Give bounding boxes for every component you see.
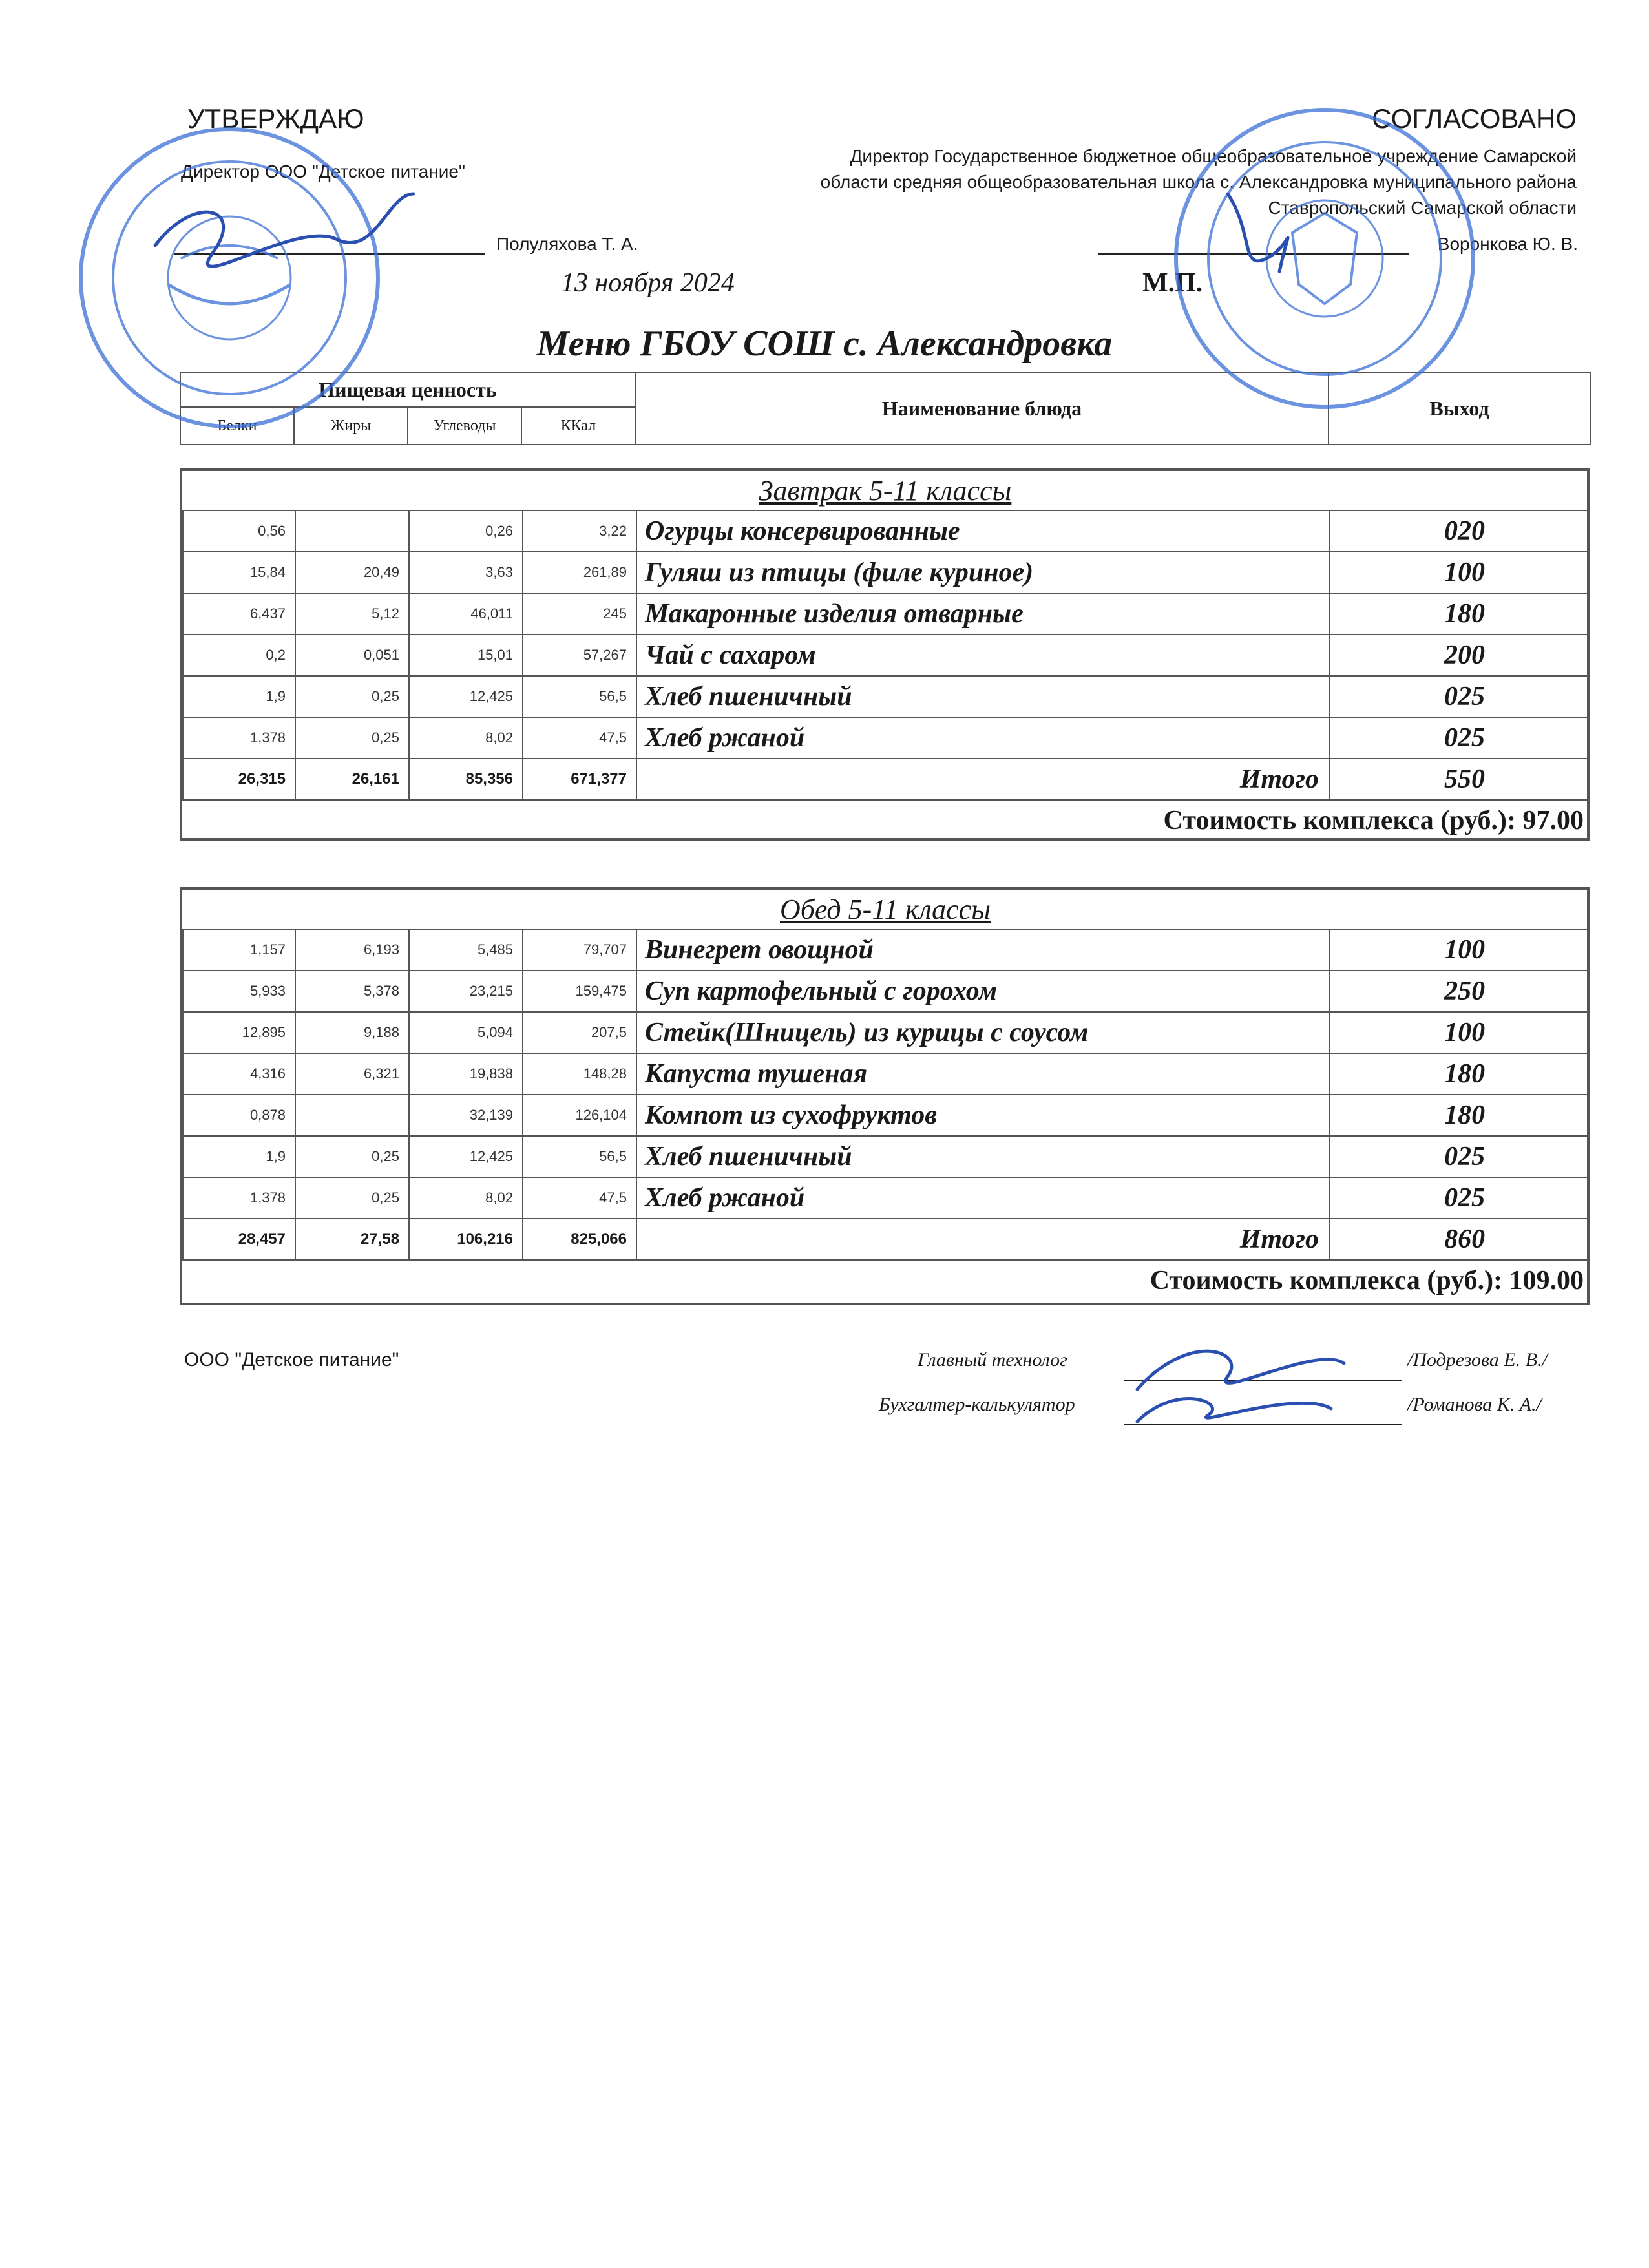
total-label: Итого bbox=[636, 759, 1330, 800]
total-carbs-cell: 85,356 bbox=[409, 759, 523, 800]
protein-cell: 1,378 bbox=[183, 1177, 295, 1219]
kcal-cell: 261,89 bbox=[523, 552, 636, 593]
kcal-cell: 245 bbox=[523, 593, 636, 635]
output-cell: 250 bbox=[1330, 971, 1588, 1012]
dish-cell: Чай с сахаром bbox=[636, 635, 1330, 676]
chief-technologist-label: Главный технолог bbox=[918, 1349, 1067, 1370]
fat-column-header: Жиры bbox=[294, 407, 408, 445]
total-output-cell: 550 bbox=[1330, 759, 1588, 800]
dish-cell: Капуста тушеная bbox=[636, 1053, 1330, 1095]
dish-cell: Суп картофельный с горохом bbox=[636, 971, 1330, 1012]
kcal-cell: 148,28 bbox=[523, 1053, 636, 1095]
fat-cell: 5,12 bbox=[295, 593, 409, 635]
protein-cell: 12,895 bbox=[183, 1012, 295, 1053]
dish-cell: Винегрет овощной bbox=[636, 929, 1330, 971]
seal-place: М.П. bbox=[1142, 268, 1203, 298]
protein-cell: 6,437 bbox=[183, 593, 295, 635]
fat-cell: 9,188 bbox=[295, 1012, 409, 1053]
dish-cell: Гуляш из птицы (филе куриное) bbox=[636, 552, 1330, 593]
output-cell: 025 bbox=[1330, 676, 1588, 717]
breakfast-title: Завтрак 5-11 классы bbox=[183, 471, 1588, 510]
output-cell: 180 bbox=[1330, 593, 1588, 635]
left-round-stamp-icon bbox=[81, 129, 378, 426]
kcal-cell: 57,267 bbox=[523, 635, 636, 676]
protein-column-header: Белки bbox=[180, 407, 294, 445]
fat-cell: 6,321 bbox=[295, 1053, 409, 1095]
output-cell: 025 bbox=[1330, 717, 1588, 759]
signature-icon bbox=[155, 194, 1344, 1422]
right-round-stamp-icon bbox=[1176, 110, 1473, 407]
total-fat-cell: 26,161 bbox=[295, 759, 409, 800]
total-protein-cell: 28,457 bbox=[183, 1219, 295, 1260]
fat-cell: 0,25 bbox=[295, 717, 409, 759]
total-kcal-cell: 671,377 bbox=[523, 759, 636, 800]
protein-cell: 1,9 bbox=[183, 1136, 295, 1177]
dish-cell: Стейк(Шницель) из курицы с соусом bbox=[636, 1012, 1330, 1053]
carbs-cell: 5,094 bbox=[409, 1012, 523, 1053]
total-output-cell: 860 bbox=[1330, 1219, 1588, 1260]
protein-cell: 0,2 bbox=[183, 635, 295, 676]
dish-cell: Хлеб пшеничный bbox=[636, 676, 1330, 717]
fat-cell: 5,378 bbox=[295, 971, 409, 1012]
kcal-cell: 56,5 bbox=[523, 1136, 636, 1177]
fat-cell: 6,193 bbox=[295, 929, 409, 971]
agree-name: Воронкова Ю. В. bbox=[1437, 234, 1578, 254]
total-label: Итого bbox=[636, 1219, 1330, 1260]
carbs-column-header: Углеводы bbox=[408, 407, 521, 445]
output-column-header: Выход bbox=[1329, 372, 1590, 445]
dish-cell: Хлеб ржаной bbox=[636, 1177, 1330, 1219]
dish-column-header: Наименование блюда bbox=[635, 372, 1329, 445]
carbs-cell: 0,26 bbox=[409, 510, 523, 552]
dish-cell: Макаронные изделия отварные bbox=[636, 593, 1330, 635]
output-cell: 020 bbox=[1330, 510, 1588, 552]
carbs-cell: 19,838 bbox=[409, 1053, 523, 1095]
fat-cell: 0,25 bbox=[295, 676, 409, 717]
agree-role: Директор Государственное бюджетное общеобразовательное учреждение Самарской области средняя общеобразовательная школа с. Александровка муниципального района Ставропольский Самарской области bbox=[820, 146, 1577, 218]
protein-cell: 1,378 bbox=[183, 717, 295, 759]
dish-cell: Компот из сухофруктов bbox=[636, 1095, 1330, 1136]
total-fat-cell: 27,58 bbox=[295, 1219, 409, 1260]
total-kcal-cell: 825,066 bbox=[523, 1219, 636, 1260]
protein-cell: 4,316 bbox=[183, 1053, 295, 1095]
output-cell: 100 bbox=[1330, 929, 1588, 971]
dish-cell: Хлеб ржаной bbox=[636, 717, 1330, 759]
kcal-cell: 56,5 bbox=[523, 676, 636, 717]
lunch-cost: Стоимость комплекса (руб.): 109.00 bbox=[183, 1260, 1588, 1301]
total-protein-cell: 26,315 bbox=[183, 759, 295, 800]
carbs-cell: 12,425 bbox=[409, 1136, 523, 1177]
kcal-cell: 126,104 bbox=[523, 1095, 636, 1136]
fat-cell: 0,051 bbox=[295, 635, 409, 676]
protein-cell: 1,157 bbox=[183, 929, 295, 971]
kcal-cell: 47,5 bbox=[523, 1177, 636, 1219]
fat-cell: 20,49 bbox=[295, 552, 409, 593]
output-cell: 180 bbox=[1330, 1095, 1588, 1136]
carbs-cell: 8,02 bbox=[409, 717, 523, 759]
protein-cell: 1,9 bbox=[183, 676, 295, 717]
total-carbs-cell: 106,216 bbox=[409, 1219, 523, 1260]
carbs-cell: 46,011 bbox=[409, 593, 523, 635]
kcal-cell: 159,475 bbox=[523, 971, 636, 1012]
carbs-cell: 3,63 bbox=[409, 552, 523, 593]
breakfast-cost: Стоимость комплекса (руб.): 97.00 bbox=[183, 800, 1588, 841]
carbs-cell: 32,139 bbox=[409, 1095, 523, 1136]
kcal-cell: 79,707 bbox=[523, 929, 636, 971]
dish-cell: Хлеб пшеничный bbox=[636, 1136, 1330, 1177]
lunch-title: Обед 5-11 классы bbox=[183, 890, 1588, 929]
company-name: ООО "Детское питание" bbox=[184, 1349, 399, 1370]
approve-title: УТВЕРЖДАЮ bbox=[187, 103, 364, 134]
kcal-cell: 3,22 bbox=[523, 510, 636, 552]
dish-cell: Огурцы консервированные bbox=[636, 510, 1330, 552]
output-cell: 025 bbox=[1330, 1136, 1588, 1177]
carbs-cell: 12,425 bbox=[409, 676, 523, 717]
nutrition-group-header: Пищевая ценность bbox=[180, 372, 635, 407]
accountant-label: Бухгалтер-калькулятор bbox=[879, 1394, 1075, 1415]
carbs-cell: 23,215 bbox=[409, 971, 523, 1012]
protein-cell: 5,933 bbox=[183, 971, 295, 1012]
output-cell: 100 bbox=[1330, 1012, 1588, 1053]
carbs-cell: 15,01 bbox=[409, 635, 523, 676]
fat-cell: 0,25 bbox=[295, 1136, 409, 1177]
agree-title: СОГЛАСОВАНО bbox=[1372, 103, 1577, 134]
accountant-name: /Романова К. А./ bbox=[1407, 1394, 1542, 1415]
output-cell: 200 bbox=[1330, 635, 1588, 676]
kcal-column-header: ККал bbox=[521, 407, 635, 445]
output-cell: 100 bbox=[1330, 552, 1588, 593]
approve-name: Полуляхова Т. А. bbox=[496, 234, 638, 254]
output-cell: 180 bbox=[1330, 1053, 1588, 1095]
protein-cell: 0,56 bbox=[183, 510, 295, 552]
carbs-cell: 8,02 bbox=[409, 1177, 523, 1219]
menu-date: 13 ноября 2024 bbox=[561, 268, 735, 298]
approve-role: Директор ООО "Детское питание" bbox=[181, 162, 465, 182]
carbs-cell: 5,485 bbox=[409, 929, 523, 971]
fat-cell: 0,25 bbox=[295, 1177, 409, 1219]
output-cell: 025 bbox=[1330, 1177, 1588, 1219]
kcal-cell: 207,5 bbox=[523, 1012, 636, 1053]
menu-title: Меню ГБОУ СОШ с. Александровка bbox=[536, 324, 1113, 364]
protein-cell: 0,878 bbox=[183, 1095, 295, 1136]
protein-cell: 15,84 bbox=[183, 552, 295, 593]
kcal-cell: 47,5 bbox=[523, 717, 636, 759]
chief-technologist-name: /Подрезова Е. В./ bbox=[1407, 1349, 1548, 1370]
